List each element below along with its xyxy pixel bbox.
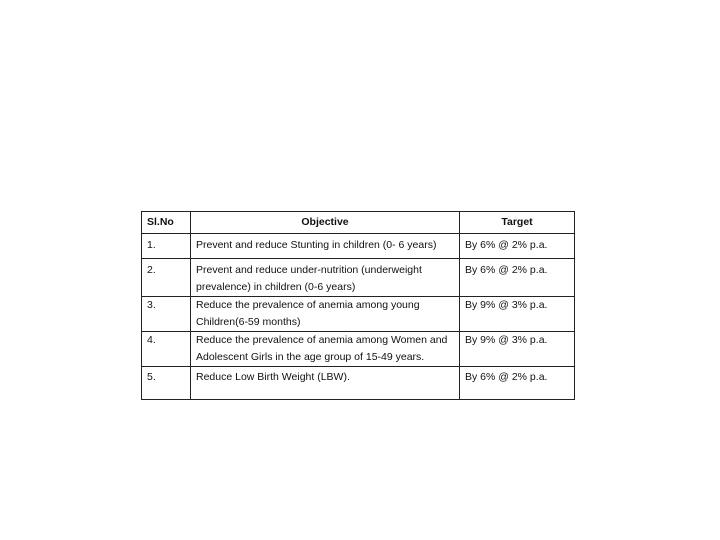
header-target: Target	[460, 212, 575, 234]
table-header-row	[142, 212, 575, 234]
cell-objective: Prevent and reduce under-nutrition (underweight prevalence) in children (0-6 years)	[191, 259, 460, 297]
table-row	[142, 234, 575, 259]
header-sl-no: Sl.No	[142, 212, 191, 234]
cell-sl-no: 1.	[142, 234, 191, 259]
cell-sl-no: 5.	[142, 367, 191, 400]
cell-sl-no: 2.	[142, 259, 191, 297]
cell-sl-no: 4.	[142, 332, 191, 367]
cell-objective: Prevent and reduce Stunting in children (0- 6 years)	[191, 234, 460, 259]
cell-target: By 6% @ 2% p.a.	[460, 234, 575, 259]
cell-objective: Reduce the prevalence of anemia among Women and Adolescent Girls in the age group of 15-49 years.	[191, 332, 460, 367]
cell-sl-no: 3.	[142, 297, 191, 332]
table-row	[142, 367, 575, 400]
objectives-table	[141, 211, 575, 400]
header-objective: Objective	[191, 212, 460, 234]
cell-target: By 6% @ 2% p.a.	[460, 259, 575, 297]
cell-objective: Reduce Low Birth Weight (LBW).	[191, 367, 460, 400]
cell-target: By 9% @ 3% p.a.	[460, 297, 575, 332]
table-row	[142, 332, 575, 367]
table-row	[142, 259, 575, 297]
table-row	[142, 297, 575, 332]
cell-objective: Reduce the prevalence of anemia among young Children(6-59 months)	[191, 297, 460, 332]
cell-target: By 9% @ 3% p.a.	[460, 332, 575, 367]
cell-target: By 6% @ 2% p.a.	[460, 367, 575, 400]
